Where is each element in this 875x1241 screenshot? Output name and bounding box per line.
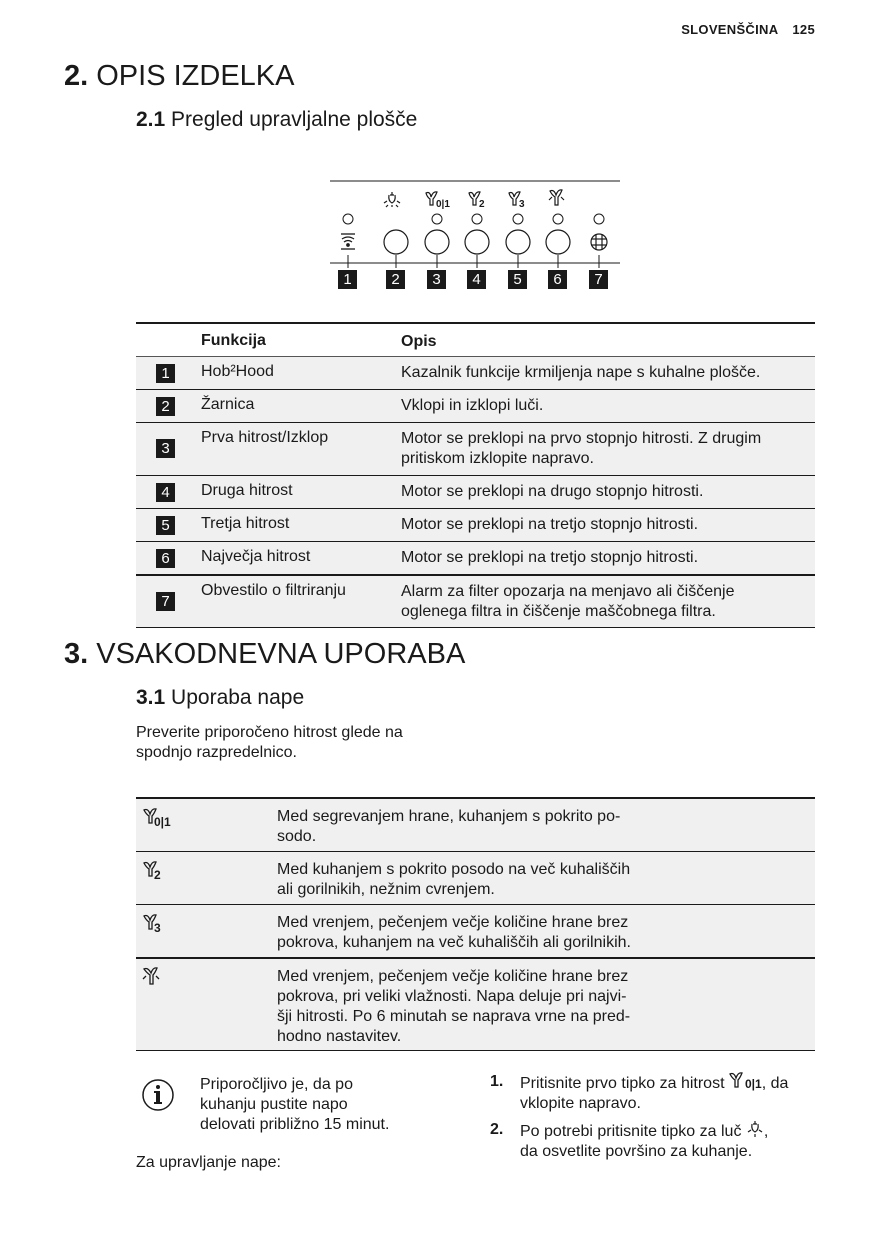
header-description: Opis — [401, 333, 437, 350]
page-number: 125 — [792, 22, 815, 37]
fan-speed-2-icon — [142, 860, 186, 889]
table-row: 1 Hob²Hood Kazalnik funkcije krmiljenja nape s kuhalne plošče. — [136, 357, 815, 390]
speed-description: Med vrenjem, pečenjem večje količine hrane brez pokrova, kuhanjem na več kuhališčih ali gorilnikih. — [277, 914, 631, 951]
table-row: 3 Prva hitrost/Izklop Motor se preklopi na prvo stopnjo hitrosti. Z drugim pritiskom izklopite napravo. — [136, 423, 815, 476]
speed-label: 2 — [154, 868, 161, 882]
speed-label: 0|1 — [744, 1077, 762, 1091]
speed-description: Med kuhanjem s pokrito posodo na več kuhališčih ali gorilnikih, nežnim cvrenjem. — [277, 861, 631, 898]
table-row: 7 Obvestilo o filtriranju Alarm za filter opozarja na menjavo ali čiščenje oglenega filtra in čiščenje maščobnega filtra. — [136, 576, 815, 628]
section-title-text: VSAKODNEVNA UPORABA — [96, 638, 466, 670]
function-name: Tretja hitrost — [201, 515, 290, 532]
fan-speed-3-icon — [142, 913, 186, 942]
table-header — [136, 324, 815, 357]
table-row — [136, 905, 815, 959]
filter-icon — [591, 234, 607, 250]
function-desc: Motor se preklopi na prvo stopnjo hitrosti. Z drugim pritiskom izklopite napravo. — [401, 430, 762, 467]
steps-list — [490, 1072, 820, 1168]
light-icon — [746, 1120, 764, 1138]
subsection-title-text: Uporaba nape — [171, 686, 305, 709]
function-desc: Alarm za filter opozarja na menjavo ali čiščenje oglenega filtra in čiščenje maščobnega filtra. — [401, 583, 735, 620]
section-title-text: OPIS IZDELKA — [96, 60, 295, 92]
subsection-title-text: Pregled upravljalne plošče — [171, 108, 418, 131]
subsection-number: 3.1 — [136, 686, 166, 709]
fan-speed-3-icon — [509, 192, 525, 210]
fan-boost-icon — [142, 967, 172, 996]
function-name: Druga hitrost — [201, 482, 293, 499]
function-desc: Motor se preklopi na drugo stopnjo hitrosti. — [401, 483, 704, 500]
callout-2: 2 — [386, 270, 405, 289]
function-name: Žarnica — [201, 396, 255, 413]
table-row: 2 Žarnica Vklopi in izklopi luči. — [136, 390, 815, 423]
speed-table — [136, 797, 815, 1051]
callout-7: 7 — [589, 270, 608, 289]
functions-table — [136, 322, 815, 628]
subsection-number: 2.1 — [136, 108, 166, 131]
hob2hood-icon — [341, 234, 355, 249]
function-name: Prva hitrost/Izklop — [201, 429, 329, 446]
function-desc: Motor se preklopi na tretjo stopnjo hitrosti. — [401, 549, 699, 566]
speed-description: Med segrevanjem hrane, kuhanjem s pokrito po- sodo. — [277, 808, 621, 845]
function-desc: Vklopi in izklopi luči. — [401, 397, 544, 414]
fan-speed-1-icon — [729, 1072, 745, 1090]
callout-6: 6 — [548, 270, 567, 289]
info-icon — [141, 1078, 175, 1112]
language-label: SLOVENŠČINA — [681, 22, 779, 37]
fan-speed-2-icon — [469, 192, 485, 210]
function-name: Hob²Hood — [201, 363, 274, 380]
speed-label: 3 — [154, 921, 161, 935]
header-function: Funkcija — [201, 332, 266, 349]
svg-text:3: 3 — [519, 199, 525, 210]
callout-5: 5 — [508, 270, 527, 289]
table-row: 6 Največja hitrost Motor se preklopi na tretjo stopnjo hitrosti. — [136, 542, 815, 576]
page-header — [681, 22, 815, 37]
speed-label: 0|1 — [154, 815, 171, 829]
speed-description: Med vrenjem, pečenjem večje količine hrane brez pokrova, pri veliki vlažnosti. Napa deluje pri najvi- šji hitrosti. Po 6 minutah se naprava vrne na pred- hodno nastavitev. — [277, 968, 631, 1045]
table-row: 4 Druga hitrost Motor se preklopi na drugo stopnjo hitrosti. — [136, 476, 815, 509]
control-intro: Za upravljanje nape: — [136, 1154, 281, 1171]
callout-3: 3 — [427, 270, 446, 289]
info-note: Priporočljivo je, da po kuhanju pustite napo delovati približno 15 minut. — [200, 1076, 390, 1133]
light-icon — [384, 192, 400, 207]
callout-4: 4 — [467, 270, 486, 289]
function-name: Največja hitrost — [201, 548, 311, 565]
intro-paragraph: Preverite priporočeno hitrost glede na spodnjo razpredelnico. — [136, 724, 403, 761]
callout-1: 1 — [338, 270, 357, 289]
function-desc: Kazalnik funkcije krmiljenja nape s kuhalne plošče. — [401, 364, 761, 381]
section-3-title — [64, 638, 465, 671]
function-name: Obvestilo o filtriranju — [201, 582, 346, 599]
step-2: 2. Po potrebi pritisnite tipko za luč , da osvetlite površino za kuhanje. — [490, 1121, 769, 1160]
function-desc: Motor se preklopi na tretjo stopnjo hitrosti. — [401, 516, 699, 533]
section-3-1-title — [136, 686, 304, 710]
fan-speed-1-icon — [426, 192, 450, 210]
table-row: 5 Tretja hitrost Motor se preklopi na tretjo stopnjo hitrosti. — [136, 509, 815, 542]
svg-text:0|1: 0|1 — [436, 199, 450, 210]
section-2-1-title — [136, 108, 417, 132]
section-number: 3. — [64, 638, 89, 670]
section-2-title — [64, 60, 294, 93]
step-1: 1. Pritisnite prvo tipko za hitrost 0|1, da vklopite napravo. — [490, 1073, 789, 1112]
table-row — [136, 799, 815, 852]
section-number: 2. — [64, 60, 89, 92]
table-row — [136, 959, 815, 1051]
svg-text:2: 2 — [479, 199, 485, 210]
table-row — [136, 852, 815, 905]
fan-boost-icon — [549, 190, 564, 205]
